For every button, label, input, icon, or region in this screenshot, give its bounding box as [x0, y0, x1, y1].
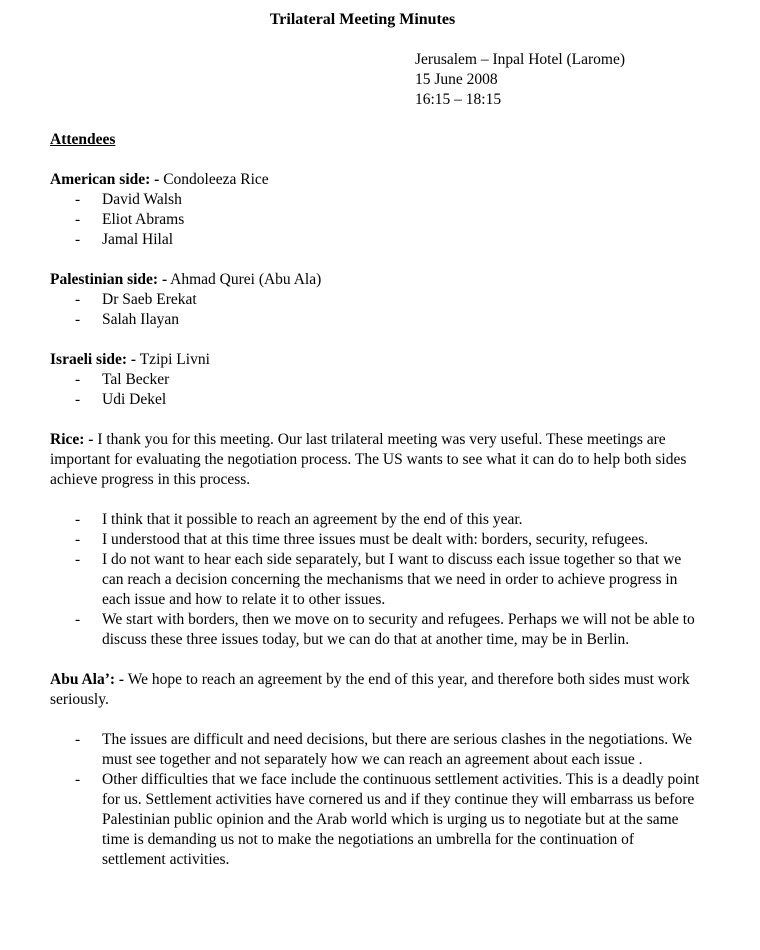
- attendees-heading: Attendees: [50, 131, 116, 148]
- meeting-meta: [415, 50, 745, 110]
- attendee-name: Udi Dekel: [102, 391, 167, 408]
- point-item: [50, 550, 700, 610]
- point-item: [50, 510, 700, 530]
- statement-text: I thank you for this meeting. Our last trilateral meeting was very useful. These meetings are important for evaluating the negotiation process. The US wants to see what it can do to help both sides achieve progress in this process.: [50, 431, 687, 488]
- attendee-item: [50, 310, 700, 330]
- bullet-dash: -: [75, 191, 81, 208]
- point-item: [50, 730, 700, 770]
- bullet-dash: -: [75, 611, 81, 628]
- attendee-name: Tal Becker: [102, 371, 170, 388]
- side-line: [50, 270, 700, 290]
- attendee-list: [50, 190, 700, 250]
- point-item: [50, 530, 700, 550]
- document-title: Trilateral Meeting Minutes: [269, 11, 456, 28]
- american-side-group: [50, 170, 700, 250]
- rice-statement: [50, 430, 700, 490]
- attendee-item: [50, 230, 700, 250]
- statement-text: We hope to reach an agreement by the end of this year, and therefore both sides must work seriously.: [50, 671, 690, 708]
- meeting-time: 16:15 – 18:15: [415, 91, 502, 108]
- side-line: [50, 170, 700, 190]
- point-item: [50, 610, 700, 650]
- attendee-name: David Walsh: [102, 191, 182, 208]
- point-item: [50, 770, 700, 870]
- attendee-list: [50, 370, 700, 410]
- speaker-label: Rice: -: [50, 431, 94, 448]
- palestinian-side-group: [50, 270, 700, 330]
- meeting-date: 15 June 2008: [415, 71, 498, 88]
- attendee-name: Dr Saeb Erekat: [102, 291, 197, 308]
- bullet-dash: -: [75, 231, 81, 248]
- side-lead: Ahmad Qurei (Abu Ala): [170, 271, 322, 288]
- bullet-dash: -: [75, 371, 81, 388]
- document-body: [50, 130, 700, 890]
- bullet-dash: -: [75, 771, 81, 788]
- attendee-item: [50, 390, 700, 410]
- side-line: [50, 350, 700, 370]
- attendee-name: Salah Ilayan: [102, 311, 180, 328]
- bullet-dash: -: [75, 311, 81, 328]
- side-lead: Tzipi Livni: [139, 351, 210, 368]
- bullet-dash: -: [75, 551, 81, 568]
- point-text: We start with borders, then we move on to security and refugees. Perhaps we will not be able to discuss these three issues today, but we can do that at another time, may be in Berlin.: [102, 611, 695, 648]
- attendee-name: Eliot Abrams: [102, 211, 185, 228]
- attendee-name: Jamal Hilal: [102, 231, 174, 248]
- attendee-list: [50, 290, 700, 330]
- attendee-item: [50, 370, 700, 390]
- bullet-dash: -: [75, 291, 81, 308]
- abu-ala-points: [50, 730, 700, 870]
- bullet-dash: -: [75, 391, 81, 408]
- point-text: I understood that at this time three issues must be dealt with: borders, security, refugees.: [102, 531, 649, 548]
- bullet-dash: -: [75, 531, 81, 548]
- bullet-dash: -: [75, 211, 81, 228]
- attendee-item: [50, 190, 700, 210]
- israeli-side-group: [50, 350, 700, 410]
- side-label: American side: -: [50, 171, 160, 188]
- meeting-location: Jerusalem – Inpal Hotel (Larome): [415, 51, 626, 68]
- speaker-label: Abu Ala’: -: [50, 671, 125, 688]
- point-text: Other difficulties that we face include the continuous settlement activities. This is a deadly point for us. Settlement activities have cornered us and if they continue they will embarrass us before Palestinian public opinion and the Arab world which is urging us to negotiate but at the same time is demanding us not to make the negotiations an umbrella for the continuation of settlement activities.: [102, 771, 700, 868]
- point-text: The issues are difficult and need decisions, but there are serious clashes in the negotiations. We must see together and not separately how we can reach an agreement about each issue .: [102, 731, 693, 768]
- attendee-item: [50, 290, 700, 310]
- point-text: I think that it possible to reach an agreement by the end of this year.: [102, 511, 523, 528]
- side-label: Palestinian side: -: [50, 271, 168, 288]
- bullet-dash: -: [75, 731, 81, 748]
- side-label: Israeli side: -: [50, 351, 137, 368]
- side-lead: Condoleeza Rice: [163, 171, 269, 188]
- abu-ala-statement: [50, 670, 700, 710]
- bullet-dash: -: [75, 511, 81, 528]
- attendee-item: [50, 210, 700, 230]
- point-text: I do not want to hear each side separately, but I want to discuss each issue together so that we can reach a decision concerning the mechanisms that we need in order to achieve progress in each issue and how to relate it to other issues.: [102, 551, 682, 608]
- rice-points: [50, 510, 700, 650]
